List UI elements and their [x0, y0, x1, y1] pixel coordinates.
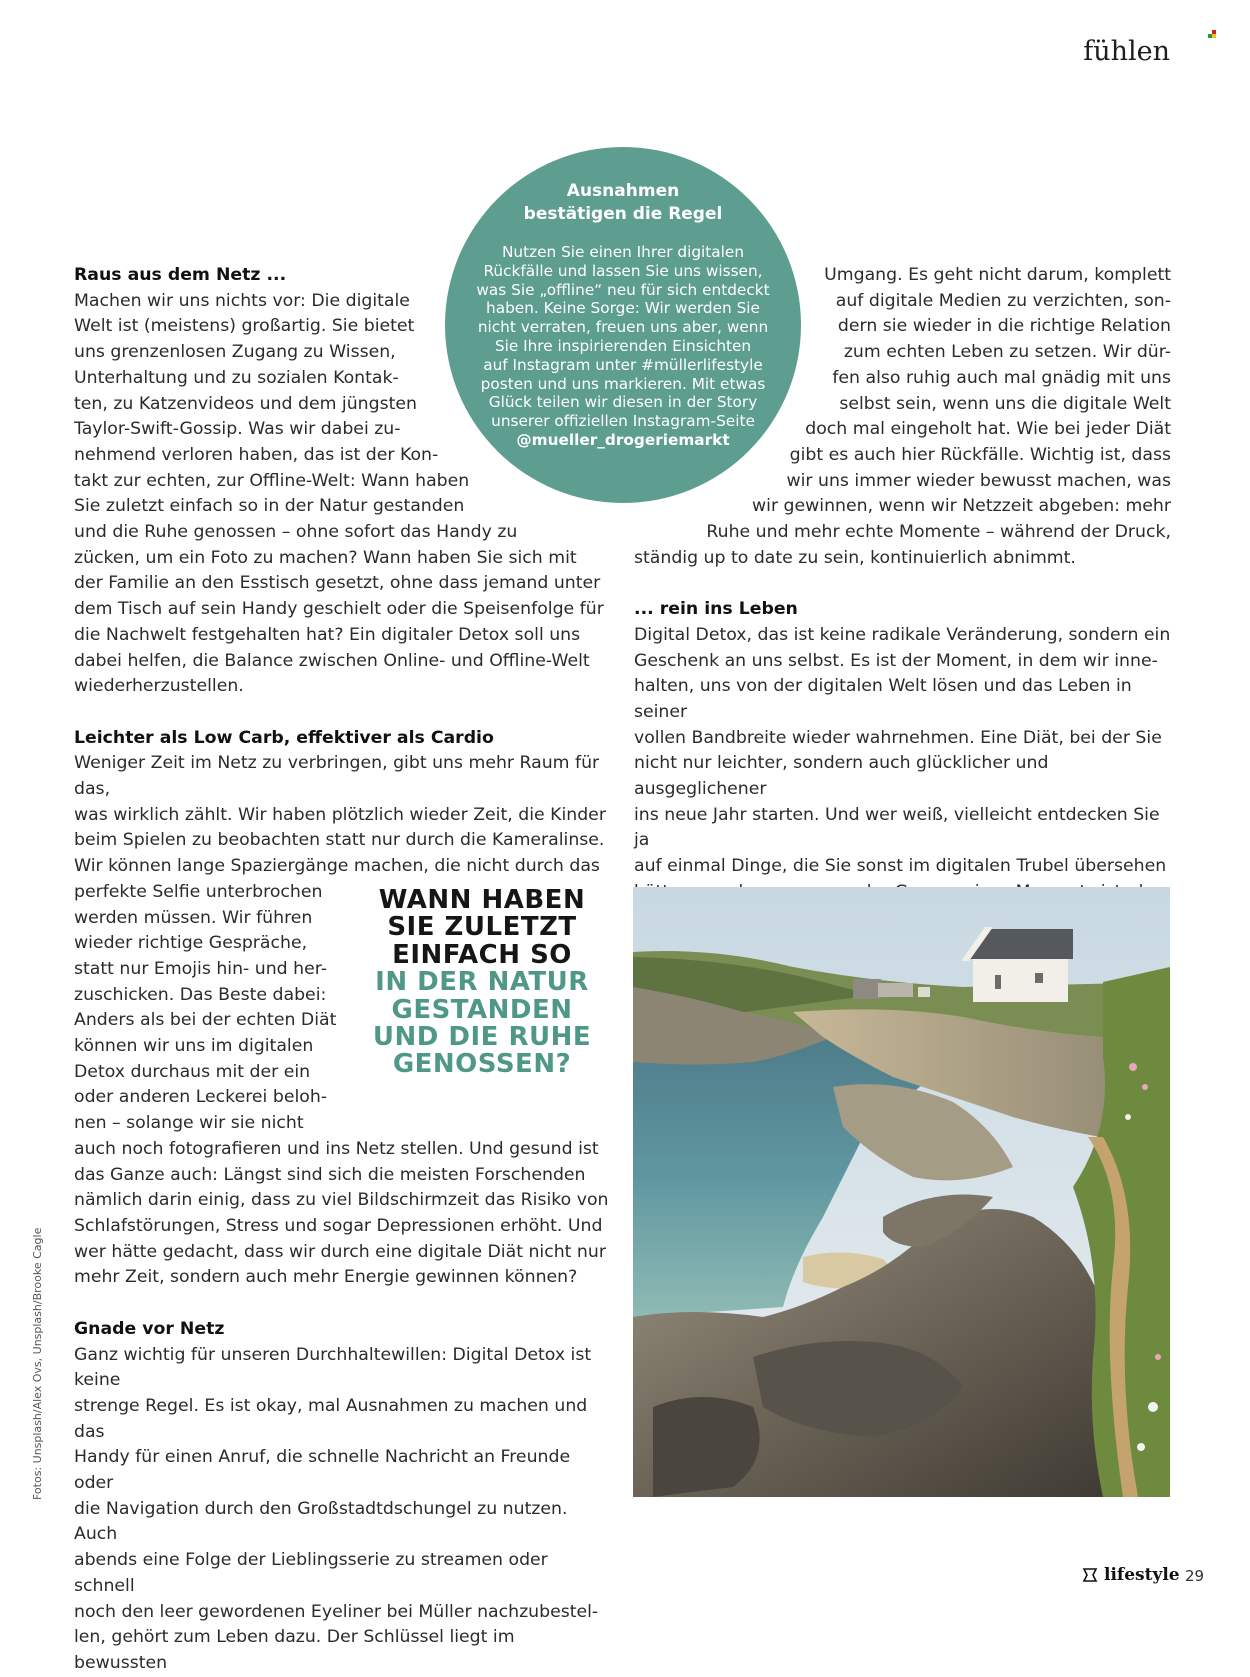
paragraph-line: Detox durchaus mit der ein [74, 1061, 311, 1082]
paragraph-line: auch noch fotografieren und ins Netz stellen. Und gesund ist [74, 1138, 599, 1159]
callout-line: Sie Ihre inspirierenden Einsichten [494, 336, 752, 355]
paragraph-line: Machen wir uns nichts vor: Die digitale [74, 290, 410, 311]
paragraph-line: Digital Detox, das ist keine radikale Veränderung, sondern ein [634, 624, 1171, 645]
paragraph-line: auf digitale Medien zu verzichten, son- [835, 290, 1171, 311]
pull-quote-line: GENOSSEN? [392, 1049, 572, 1080]
paragraph-line: zuschicken. Das Beste dabei: [74, 984, 327, 1005]
coastal-cliff-photo [633, 887, 1170, 1497]
paragraph-line: Wir können lange Spaziergänge machen, die nicht durch das [74, 856, 600, 877]
callout-title-line: bestätigen die Regel [523, 204, 723, 224]
pull-quote-line: EINFACH SO [392, 939, 572, 970]
paragraph-line: halten, uns von der digitalen Welt lösen und das Leben in seiner [634, 676, 1132, 722]
callout-title-line: Ausnahmen [566, 181, 680, 201]
paragraph-line: perfekte Selfie unterbrochen [74, 881, 323, 902]
heading-rein-ins-leben: ... rein ins Leben [634, 599, 798, 620]
section-title: fühlen [1083, 36, 1170, 67]
paragraph-line: ins neue Jahr starten. Und wer weiß, vielleicht entdecken Sie ja [634, 804, 1160, 851]
callout-line: Nutzen Sie einen Ihrer digitalen [501, 243, 745, 261]
photo-credit: Fotos: Unsplash/Alex Ovs, Unsplash/Brooke Cagle [31, 1227, 44, 1500]
paragraph-line: noch den leer gewordenen Eyeliner bei Müller nachzubestel- [74, 1601, 599, 1622]
heading-raus-aus-dem-netz: Raus aus dem Netz ... [74, 265, 287, 285]
pull-quote-line: SIE ZULETZT [387, 912, 577, 943]
paragraph-line: die Navigation durch den Großstadtdschungel zu nutzen. Auch [74, 1498, 568, 1545]
paragraph-line: fen also ruhig auch mal gnädig mit uns [832, 367, 1171, 388]
paragraph-line: Anders als bei der echten Diät [74, 1010, 337, 1031]
paragraph-line: nämlich darin einig, dass zu viel Bildschirmzeit das Risiko von [74, 1190, 609, 1211]
paragraph-line: ten, zu Katzenvideos und dem jüngsten [74, 393, 417, 414]
callout-body [445, 243, 801, 450]
pull-quote-line: WANN HABEN [378, 885, 586, 915]
paragraph-line: statt nur Emojis hin- und her- [74, 958, 327, 979]
paragraph-line: nicht nur leichter, sondern auch glücklicher und ausgeglichener [634, 753, 1049, 800]
paragraph-line: werden müssen. Wir führen [74, 907, 313, 928]
paragraph-line: das Ganze auch: Längst sind sich die meisten Forschenden [74, 1164, 586, 1185]
pull-quote [358, 887, 606, 1079]
callout-line: Rückfälle und lassen Sie uns wissen, [483, 261, 763, 280]
paragraph-line: abends eine Folge der Lieblingsserie zu streamen oder schnell [74, 1550, 548, 1596]
callout-line: posten und uns markieren. Mit etwas [480, 374, 766, 393]
paragraph-line: und die Ruhe genossen – ohne sofort das Handy zu [74, 522, 518, 543]
paragraph-line: der Familie an den Esstisch gesetzt, ohne dass jemand unter [74, 573, 601, 594]
paragraph-line: selbst sein, wenn uns die digitale Welt [839, 393, 1171, 414]
paragraph-line: Umgang. Es geht nicht darum, komplett [824, 265, 1171, 285]
brand-name: lifestyle [1104, 1565, 1180, 1585]
pull-quote-line: UND DIE RUHE [372, 1022, 592, 1053]
paragraph-line: dabei helfen, die Balance zwischen Online- und Offline-Welt [74, 650, 590, 671]
callout-line: haben. Keine Sorge: Wir werden Sie [486, 299, 760, 318]
paragraph-line: dern sie wieder in die richtige Relation [837, 316, 1171, 337]
paragraph-line: Geschenk an uns selbst. Es ist der Moment, in dem wir inne- [634, 650, 1158, 671]
callout-circle [445, 147, 801, 503]
paragraph-line: nen – solange wir sie nicht [74, 1113, 304, 1134]
paragraph-line: zum echten Leben zu setzen. Wir dür- [843, 342, 1171, 363]
paragraph-line: gibt es auch hier Rückfälle. Wichtig ist, dass [789, 444, 1171, 465]
heading-leichter-als-low-carb: Leichter als Low Carb, effektiver als Cardio [74, 727, 494, 748]
paragraph-line: Taylor-Swift-Gossip. Was wir dabei zu- [74, 419, 401, 440]
paragraph-line: was wirklich zählt. Wir haben plötzlich wieder Zeit, die Kinder [74, 804, 606, 825]
paragraph-line: mehr Zeit, sondern auch mehr Energie gewinnen können? [74, 1267, 578, 1288]
paragraph-line: nehmend verloren haben, das ist der Kon- [74, 444, 439, 465]
paragraph-line: die Nachwelt festgehalten hat? Ein digitaler Detox soll uns [74, 624, 581, 645]
page-number: 29 [1185, 1567, 1205, 1585]
paragraph-line: dem Tisch auf sein Handy geschielt oder die Speisenfolge für [74, 599, 604, 620]
paragraph-line: beim Spielen zu beobachten statt nur durch die Kameralinse. [74, 830, 605, 851]
paragraph-line: ständig up to date zu sein, kontinuierlich abnimmt. [634, 547, 1076, 568]
paragraph-line: auf einmal Dinge, die Sie sonst im digitalen Trubel übersehen [634, 856, 1167, 877]
paragraph-line: wir gewinnen, wenn wir Netzzeit abgeben: mehr [752, 496, 1171, 517]
callout-line: Glück teilen wir diesen in der Story [488, 393, 758, 412]
callout-line: unserer offiziellen Instagram-Seite [491, 412, 755, 431]
paragraph-line: Ruhe und mehr echte Momente – während der Druck, [706, 522, 1171, 543]
paragraph-line: wer hätte gedacht, dass wir durch eine digitale Diät nicht nur [74, 1241, 606, 1262]
pull-quote-line: IN DER NATUR [375, 967, 589, 998]
paragraph-line: Handy für einen Anruf, die schnelle Nachricht an Freunde oder [74, 1447, 571, 1494]
callout-line: auf Instagram unter #müllerlifestyle [483, 355, 763, 374]
paragraph-line: Ganz wichtig für unseren Durchhaltewillen: Digital Detox ist keine [74, 1344, 592, 1391]
paragraph-line: Welt ist (meistens) großartig. Sie bietet [74, 316, 415, 337]
footer-brand [1082, 1565, 1180, 1585]
paragraph-line: wieder richtige Gespräche, [74, 933, 308, 954]
paragraph-line: uns grenzenlosen Zugang zu Wissen, [74, 342, 396, 363]
paragraph-line: Schlafstörungen, Stress und sogar Depressionen erhöht. Und [74, 1216, 603, 1236]
paragraph-line: doch mal eingeholt hat. Wie bei jeder Diät [805, 419, 1171, 440]
paragraph-line: len, gehört zum Leben dazu. Der Schlüssel liegt im bewussten [74, 1627, 515, 1673]
paragraph-line: vollen Bandbreite wieder wahrnehmen. Eine Diät, bei der Sie [634, 727, 1162, 748]
chapel-building [961, 927, 1073, 1002]
callout-line: nicht verraten, freuen uns aber, wenn [477, 318, 769, 337]
paragraph-line: oder anderen Leckerei beloh- [74, 1087, 328, 1108]
callout-title [445, 180, 801, 226]
corner-color-dots [1208, 30, 1218, 40]
paragraph-line: Sie zuletzt einfach so in der Natur gestanden [74, 496, 465, 517]
brand-logo-icon [1082, 1567, 1098, 1583]
paragraph-line: strenge Regel. Es ist okay, mal Ausnahmen zu machen und das [74, 1395, 588, 1442]
paragraph-line: takt zur echten, zur Offline-Welt: Wann haben [74, 470, 470, 491]
paragraph-line: wir uns immer wieder bewusst machen, was [786, 470, 1171, 491]
instagram-handle: @mueller_drogeriemarkt [516, 430, 730, 449]
paragraph-line: Weniger Zeit im Netz zu verbringen, gibt uns mehr Raum für das, [74, 753, 600, 800]
paragraph-line: zücken, um ein Foto zu machen? Wann haben Sie sich mit [74, 547, 577, 568]
paragraph-line: wiederherzustellen. [74, 676, 244, 697]
paragraph-line: Unterhaltung und zu sozialen Kontak- [74, 367, 399, 388]
heading-gnade-vor-netz: Gnade vor Netz [74, 1318, 225, 1339]
paragraph-line: können wir uns im digitalen [74, 1036, 314, 1057]
pull-quote-line: GESTANDEN [391, 994, 573, 1025]
callout-line: was Sie „offline“ neu für sich entdeckt [476, 280, 770, 299]
